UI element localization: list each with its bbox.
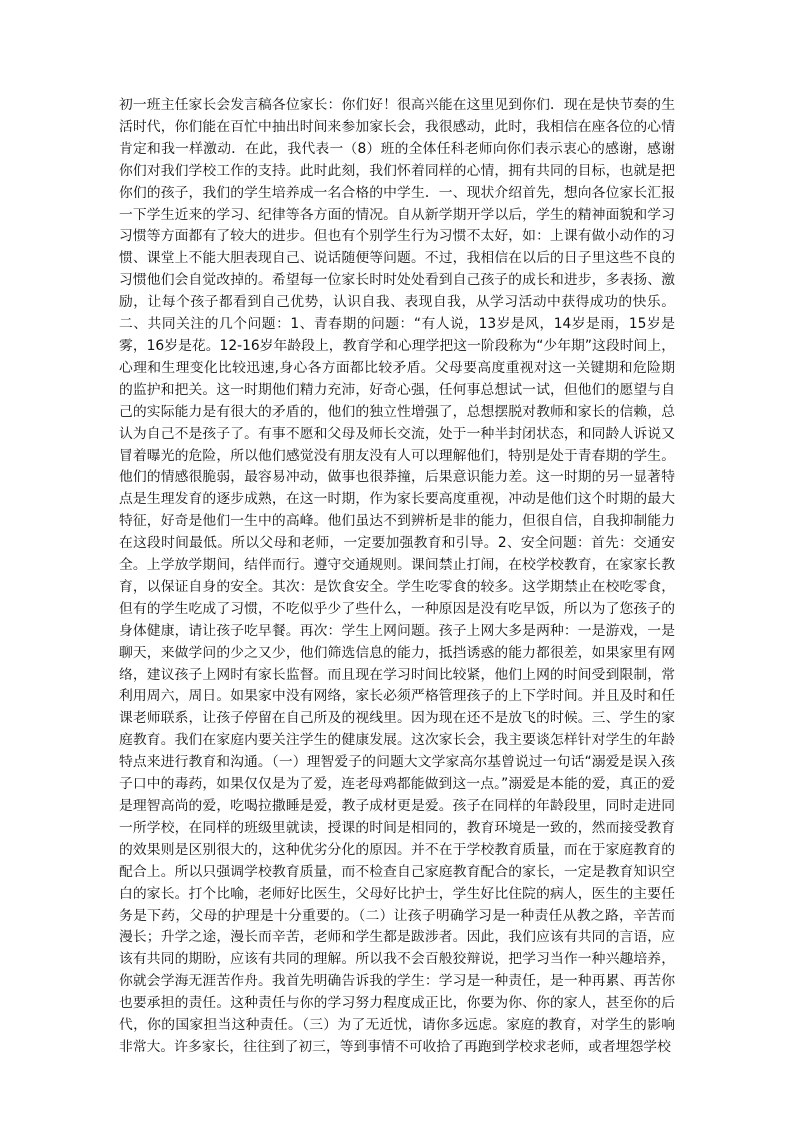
document-page: [119, 95, 675, 1059]
speech-body-text: 初一班主任家长会发言稿各位家长：你们好！很高兴能在这里见到你们．现在是快节奏的生活时代，你们能在百忙中抽出时间来参加家长会，我很感动，此时，我相信在座各位的心情肯定和我一样激动．在此，我代表一（8）班的全体任科老师向你们表示衷心的感谢，感谢你们对我们学校工作的支持。此时此刻，我们怀着同样的心情，拥有共同的目标，也就是把你们的孩子，我们的学生培养成一名合格的中学生．一、现状介绍首先，想向各位家长汇报一下学生近来的学习、纪律等各方面的情况。自从新学期开学以后，学生的精神面貌和学习习惯等方面都有了较大的进步。但也有个别学生行为习惯不太好，如：上课有做小动作的习惯、课堂上不能大胆表现自己、说话随便等问题。不过，我相信在以后的日子里这些不良的习惯他们会自觉改掉的。希望每一位家长时时处处看到自己孩子的成长和进步，多表扬、激励，让每个孩子都看到自己优势，认识自我、表现自我，从学习活动中获得成功的快乐。二、共同关注的几个问题：1、青春期的问题：“有人说，13岁是风，14岁是雨，15岁是雾，16岁是花。12-16岁年龄段上，教育学和心理学把这一阶段称为“少年期”这段时间上，心理和生理变化比较迅速,身心各方面都比较矛盾。父母要高度重视对这一关键期和危险期的监护和把关。这一时期他们精力充沛，好奇心强，任何事总想试一试，但他们的愿望与自己的实际能力是有很大的矛盾的，他们的独立性增强了，总想摆脱对教师和家长的信赖，总认为自己不是孩子了。有事不愿和父母及师长交流，处于一种半封闭状态，和同龄人诉说又冒着曝光的危险，所以他们感觉没有朋友没有人可以理解他们，特别是处于青春期的学生。他们的情感很脆弱，最容易冲动，做事也很莽撞，后果意识能力差。这一时期的另一显著特点是生理发育的逐步成熟，在这一时期，作为家长要高度重视，冲动是他们这个时期的最大特征，好奇是他们一生中的高峰。他们虽达不到辨析是非的能力，但很自信，自我抑制能力在这段时间最低。所以父母和老师，一定要加强教育和引导。2、安全问题：首先：交通安全。上学放学期间，结伴而行。遵守交通规则。课间禁止打闹，在校学校教育，在家家长教育，以保证自身的安全。其次：是饮食安全。学生吃零食的较多。这学期禁止在校吃零食，但有的学生吃成了习惯，不吃似乎少了些什么，一种原因是没有吃早饭，所以为了您孩子的身体健康，请让孩子吃早餐。再次：学生上网问题。孩子上网大多是两种：一是游戏，一是聊天，来做学问的少之又少，他们筛选信息的能力，抵挡诱惑的能力都很差，如果家里有网络，建议孩子上网时有家长监督。而且现在学习时间比较紧，他们上网的时间受到限制，常利用周六，周日。如果家中没有网络，家长必须严格管理孩子的上下学时间。并且及时和任课老师联系，让孩子停留在自己所及的视线里。因为现在还不是放飞的时候。三、学生的家庭教育。我们在家庭内要关注学生的健康发展。这次家长会，我主要谈怎样针对学生的年龄特点来进行教育和沟通。（一）理智爱子的问题大文学家高尔基曾说过一句话“溺爱是误入孩子口中的毒药，如果仅仅是为了爱，连老母鸡都能做到这一点。”溺爱是本能的爱，真正的爱是理智高尚的爱，吃喝拉撒睡是爱，教子成材更是爱。孩子在同样的年龄段里，同时走进同一所学校，在同样的班级里就读，授课的时间是相同的，教育环境是一致的，然而接受教育的效果则是区别很大的，这种优劣分化的原因。并不在于学校教育质量，而在于家庭教育的配合上。所以只强调学校教育质量，而不检查自己家庭教育配合的家长，一定是教育知识空白的家长。打个比喻，老师好比医生，父母好比护士，学生好比住院的病人，医生的主要任务是下药，父母的护理是十分重要的。（二）让孩子明确学习是一种责任从教之路，辛苦而漫长；升学之途，漫长而辛苦，老师和学生都是跋涉者。因此，我们应该有共同的言语，应该有共同的期盼，应该有共同的理解。所以我不会百般狡辩说，把学习当作一种兴趣培养，你就会学海无涯苦作舟。我首先明确告诉我的学生：学习是一种责任，是一种再累、再苦你也要承担的责任。这种责任与你的学习努力程度成正比，你要为你、你的家人，甚至你的后代，你的国家担当这种责任。（三）为了无近忧，请你多远虑。家庭的教育，对学生的影响非常大。许多家长，往往到了初三，等到事情不可收拾了再跑到学校求老师，或者埋怨学校: [119, 97, 675, 1055]
